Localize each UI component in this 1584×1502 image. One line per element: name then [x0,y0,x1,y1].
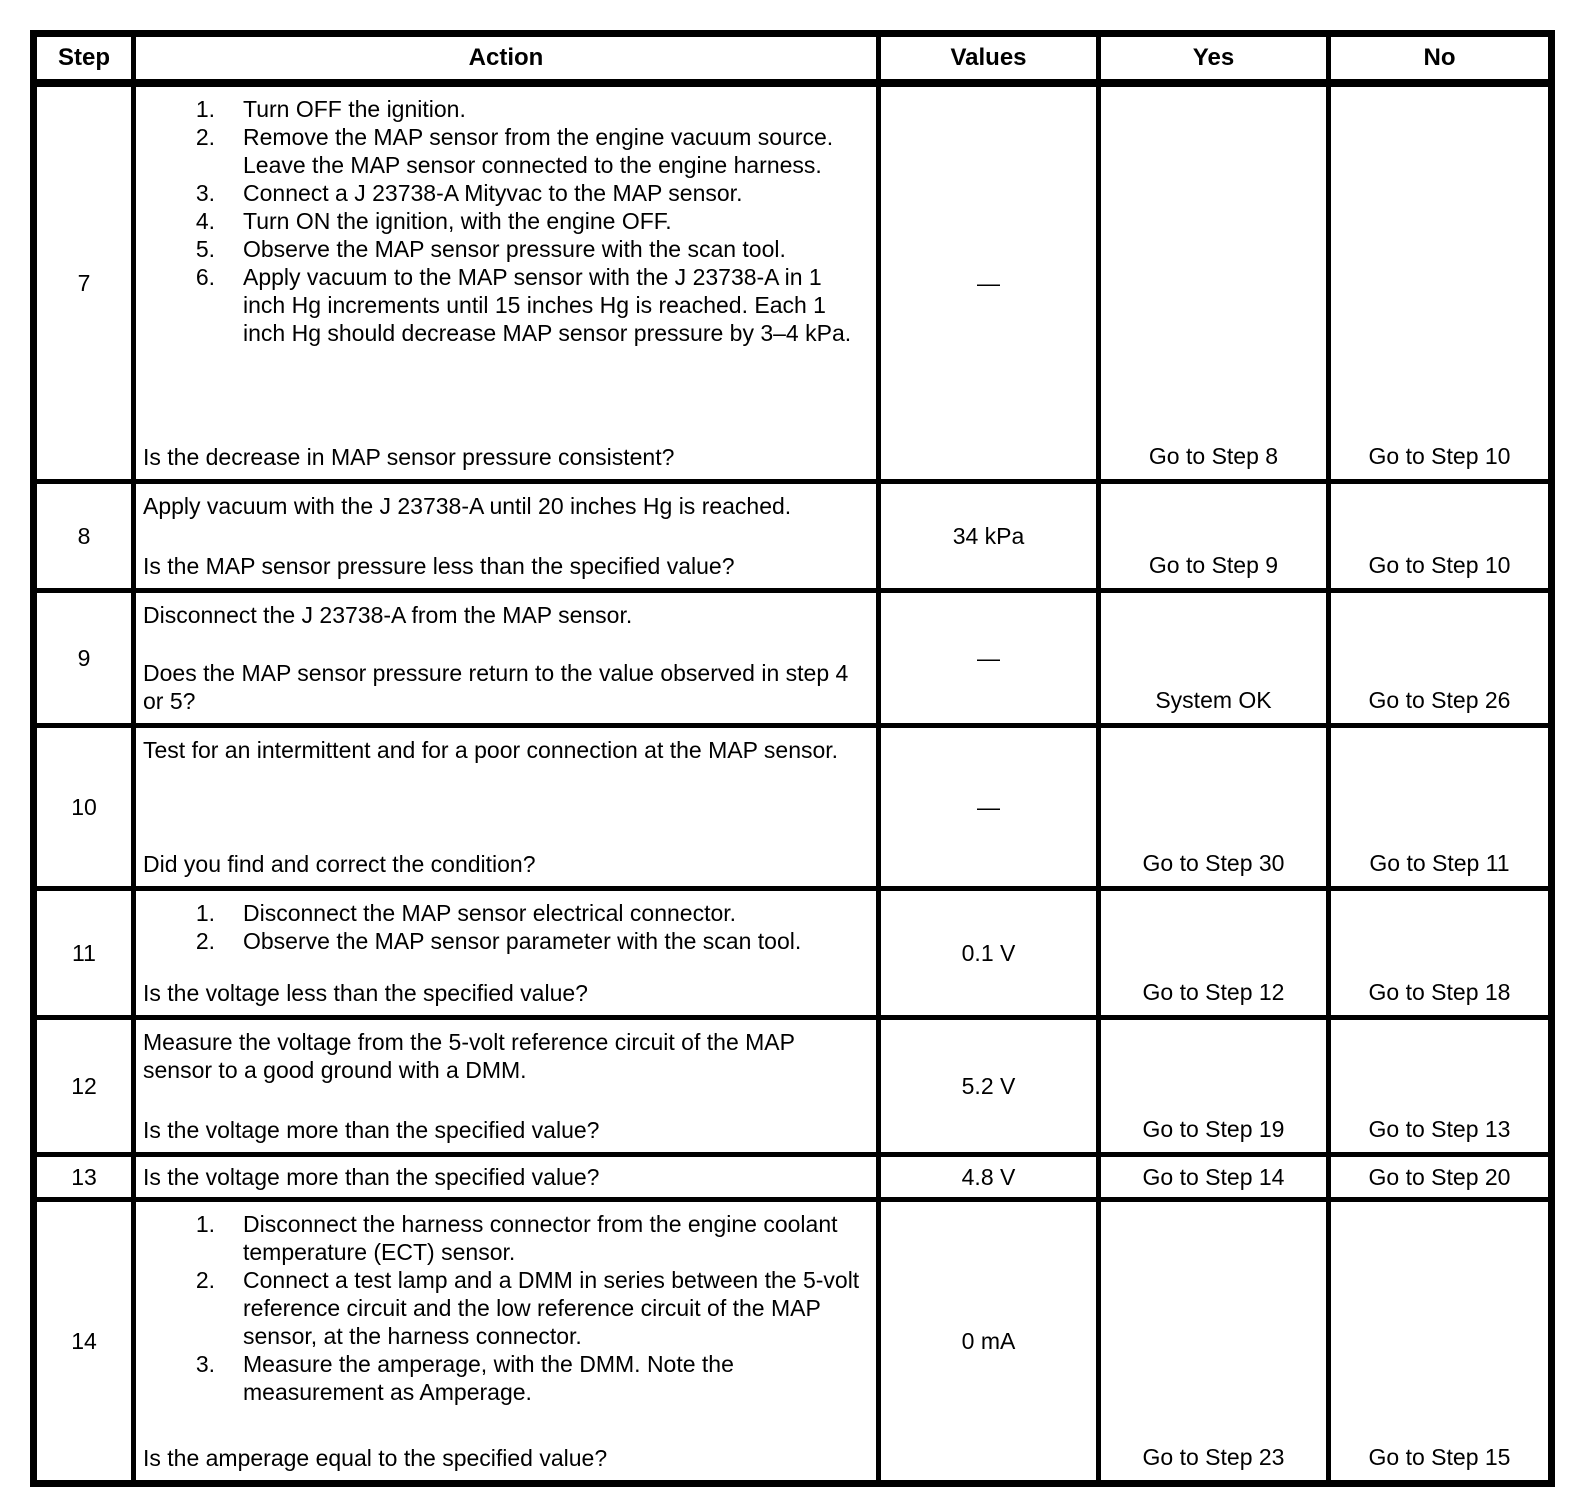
list-item [143,899,866,927]
list-item [143,927,866,955]
action-cell [136,87,876,479]
list-item-text: Connect a J 23738-A Mityvac to the MAP sensor. [243,180,743,206]
statement-text: Disconnect the J 23738-A from the MAP sensor. [143,602,633,628]
step-number: 11 [34,889,134,1018]
table-row-step-7 [34,83,1552,482]
table-row-step-8 [34,482,1552,591]
list-item-number: 3. [195,180,215,206]
col-header-action: Action [134,34,879,84]
action-list [143,95,866,347]
no-cell: Go to Step 10 [1329,83,1552,482]
list-item-text: Disconnect the MAP sensor electrical connector. [243,900,737,926]
table-row-step-14 [34,1200,1552,1484]
values-cell: 4.8 V [879,1155,1099,1200]
yes-cell: Go to Step 30 [1099,726,1329,889]
action-list [143,1210,866,1406]
table-row-step-12 [34,1018,1552,1155]
statement-text: Apply vacuum with the J 23738-A until 20 inches Hg is reached. [143,493,792,519]
question-text: Is the voltage more than the specified value? [143,1164,600,1190]
list-item-text: Disconnect the harness connector from the engine coolant temperature (ECT) sensor. [243,1211,838,1265]
values-cell: — [879,83,1099,482]
no-cell: Go to Step 26 [1329,591,1552,726]
action-list [143,899,866,955]
question-text: Did you find and correct the condition? [143,851,536,877]
yes-cell: Go to Step 19 [1099,1018,1329,1155]
question-text: Is the decrease in MAP sensor pressure consistent? [143,444,675,470]
list-item [143,95,866,123]
step-number: 12 [34,1018,134,1155]
list-item [143,179,866,207]
list-item [143,263,866,347]
step-number: 10 [34,726,134,889]
question-text: Is the voltage more than the specified value? [143,1117,600,1143]
list-item [143,1350,866,1406]
values-cell: 0 mA [879,1200,1099,1484]
no-cell: Go to Step 13 [1329,1018,1552,1155]
list-item [143,235,866,263]
yes-cell: System OK [1099,591,1329,726]
list-item [143,123,866,179]
list-item-number: 2. [195,124,215,150]
statement-text: Measure the voltage from the 5-volt reference circuit of the MAP sensor to a good ground with a DMM. [143,1029,795,1083]
step-number: 13 [34,1155,134,1200]
table-row-step-11 [34,889,1552,1018]
values-cell: 0.1 V [879,889,1099,1018]
list-item-number: 6. [195,264,215,290]
list-item-number: 1. [195,1211,215,1237]
table-row-step-9 [34,591,1552,726]
step-number: 14 [34,1200,134,1484]
table-row-step-13 [34,1155,1552,1200]
list-item-number: 2. [195,928,215,954]
list-item-text: Apply vacuum to the MAP sensor with the J 23738-A in 1 inch Hg increments until 15 inches Hg is reached. Each 1 inch Hg should decrease MAP sensor pressure by 3–4 kPa. [243,264,852,346]
list-item-number: 4. [195,208,215,234]
list-item-number: 1. [195,900,215,926]
list-item-number: 2. [195,1267,215,1293]
diagnostic-table [30,30,1555,1487]
list-item-text: Observe the MAP sensor parameter with the scan tool. [243,928,802,954]
no-cell: Go to Step 15 [1329,1200,1552,1484]
question-text: Does the MAP sensor pressure return to the value observed in step 4 or 5? [143,660,849,714]
question-text: Is the voltage less than the specified value? [143,980,588,1006]
list-item-text: Connect a test lamp and a DMM in series between the 5-volt reference circuit and the low reference circuit of the MAP sensor, at the harness connector. [243,1267,860,1349]
header-row [34,34,1552,84]
action-cell [136,1202,876,1480]
list-item-text: Observe the MAP sensor pressure with the scan tool. [243,236,786,262]
yes-cell: Go to Step 8 [1099,83,1329,482]
no-cell: Go to Step 20 [1329,1155,1552,1200]
step-number: 8 [34,482,134,591]
action-cell [136,593,876,723]
statement-text: Test for an intermittent and for a poor connection at the MAP sensor. [143,737,839,763]
values-cell: 34 kPa [879,482,1099,591]
action-cell [136,891,876,1015]
yes-cell: Go to Step 9 [1099,482,1329,591]
no-cell: Go to Step 18 [1329,889,1552,1018]
col-header-step: Step [34,34,134,84]
list-item-text: Measure the amperage, with the DMM. Note the measurement as Amperage. [243,1351,734,1405]
action-cell [136,728,876,886]
list-item [143,207,866,235]
col-header-yes: Yes [1099,34,1329,84]
list-item-number: 3. [195,1351,215,1377]
values-cell: — [879,726,1099,889]
list-item [143,1210,866,1266]
action-cell [136,1157,876,1197]
step-number: 7 [34,83,134,482]
list-item [143,1266,866,1350]
list-item-text: Turn OFF the ignition. [243,96,466,122]
col-header-values: Values [879,34,1099,84]
table-row-step-10 [34,726,1552,889]
action-cell [136,484,876,588]
values-cell: — [879,591,1099,726]
question-text: Is the amperage equal to the specified value? [143,1445,608,1471]
values-cell: 5.2 V [879,1018,1099,1155]
list-item-text: Remove the MAP sensor from the engine vacuum source. Leave the MAP sensor connected to the engine harness. [243,124,834,178]
no-cell: Go to Step 11 [1329,726,1552,889]
list-item-number: 1. [195,96,215,122]
list-item-text: Turn ON the ignition, with the engine OFF. [243,208,672,234]
yes-cell: Go to Step 12 [1099,889,1329,1018]
yes-cell: Go to Step 14 [1099,1155,1329,1200]
list-item-number: 5. [195,236,215,262]
col-header-no: No [1329,34,1552,84]
action-cell [136,1020,876,1152]
no-cell: Go to Step 10 [1329,482,1552,591]
yes-cell: Go to Step 23 [1099,1200,1329,1484]
question-text: Is the MAP sensor pressure less than the specified value? [143,553,735,579]
step-number: 9 [34,591,134,726]
